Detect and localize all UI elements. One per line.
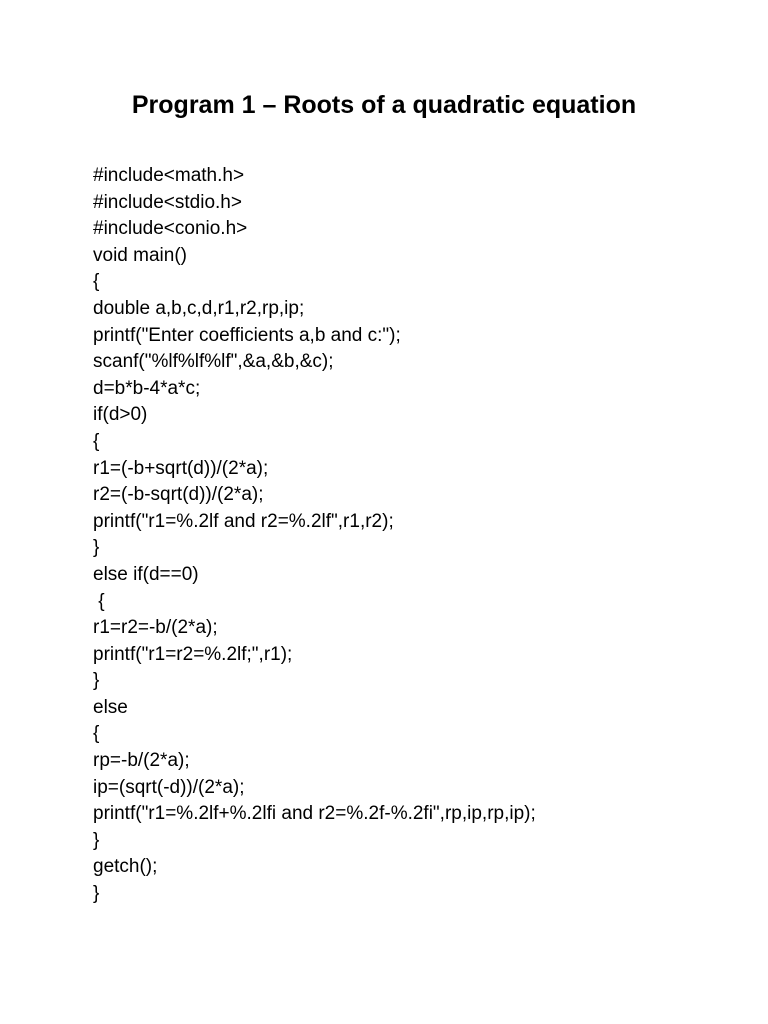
code-line: r2=(-b-sqrt(d))/(2*a); — [93, 484, 264, 506]
code-line: scanf("%lf%lf%lf",&a,&b,&c); — [93, 351, 334, 373]
page-title: Program 1 – Roots of a quadratic equation — [131, 91, 637, 119]
code-line: double a,b,c,d,r1,r2,rp,ip; — [93, 297, 305, 319]
code-line: printf("r1=%.2lf+%.2lfi and r2=%.2f-%.2fi",rp,ip,rp,ip); — [93, 803, 536, 825]
code-line: } — [93, 883, 100, 905]
code-line: else — [93, 696, 128, 718]
code-line: { — [93, 723, 100, 745]
code-line: } — [93, 670, 100, 692]
code-line: else if(d==0) — [93, 563, 199, 585]
code-line: { — [93, 590, 105, 612]
code-listing — [93, 163, 733, 908]
code-line: printf("Enter coefficients a,b and c:"); — [93, 324, 401, 346]
code-line: void main() — [93, 244, 187, 266]
code-line: { — [93, 430, 100, 452]
code-line: if(d>0) — [93, 404, 148, 426]
code-line: #include<math.h> — [93, 165, 245, 186]
code-line: r1=r2=-b/(2*a); — [93, 617, 218, 639]
code-line: rp=-b/(2*a); — [93, 750, 190, 772]
code-line: } — [93, 537, 100, 559]
code-line: #include<conio.h> — [93, 218, 248, 240]
code-line: { — [93, 271, 100, 293]
code-line: getch(); — [93, 856, 158, 878]
code-line: d=b*b-4*a*c; — [93, 377, 201, 399]
code-line: printf("r1=r2=%.2lf;",r1); — [93, 643, 293, 665]
code-line: r1=(-b+sqrt(d))/(2*a); — [93, 457, 269, 479]
code-line: ip=(sqrt(-d))/(2*a); — [93, 776, 245, 798]
code-line: #include<stdio.h> — [93, 191, 242, 213]
code-line: } — [93, 829, 100, 851]
code-line: printf("r1=%.2lf and r2=%.2lf",r1,r2); — [93, 510, 394, 532]
